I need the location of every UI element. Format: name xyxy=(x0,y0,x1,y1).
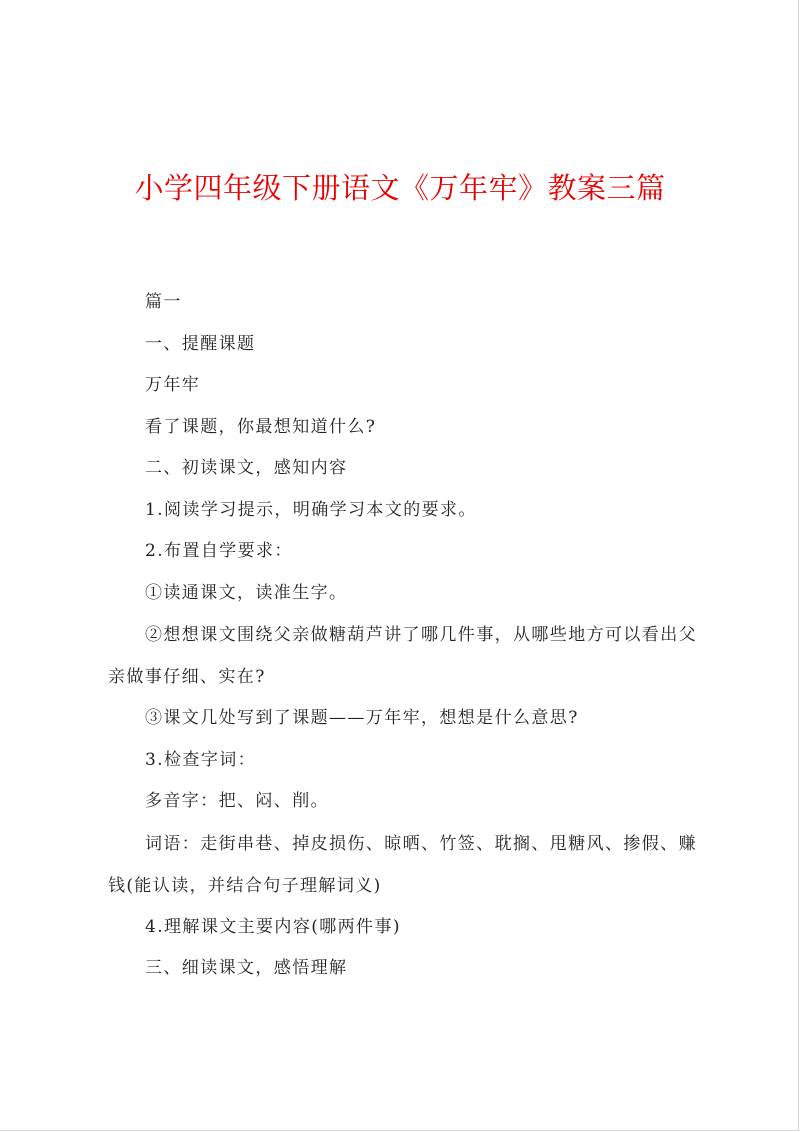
paragraph: ①读通课文，读准生字。 xyxy=(145,582,348,603)
paragraph: ③课文几处写到了课题——万年牢，想想是什么意思? xyxy=(145,708,579,728)
paragraph: 3.检查字词： xyxy=(145,749,257,770)
document-title: 小学四年级下册语文《万年牢》教案三篇 xyxy=(134,171,666,205)
paragraph: 1.阅读学习提示，明确学习本文的要求。 xyxy=(145,499,477,520)
paragraph: 2.布置自学要求： xyxy=(145,541,293,561)
document-body xyxy=(108,282,708,990)
paragraph: 万年牢 xyxy=(145,375,201,395)
paragraph: 二、初读课文，感知内容 xyxy=(145,458,348,478)
paragraph: 三、细读课文，感悟理解 xyxy=(145,958,348,978)
paragraph: 4.理解课文主要内容(哪两件事) xyxy=(145,916,401,937)
section-heading: 篇一 xyxy=(145,292,182,312)
paragraph: ②想想课文围绕父亲做糖葫芦讲了哪几件事，从哪些地方可以看出父亲做事仔细、实在? xyxy=(108,625,697,687)
paragraph: 词语：走街串巷、掉皮损伤、晾晒、竹签、耽搁、甩糖风、掺假、赚钱(能认读，并结合句子理解词义) xyxy=(108,833,697,896)
paragraph: 多音字：把、闷、削。 xyxy=(145,791,329,811)
paragraph: 一、提醒课题 xyxy=(145,333,256,354)
paragraph: 看了课题，你最想知道什么? xyxy=(145,416,377,437)
